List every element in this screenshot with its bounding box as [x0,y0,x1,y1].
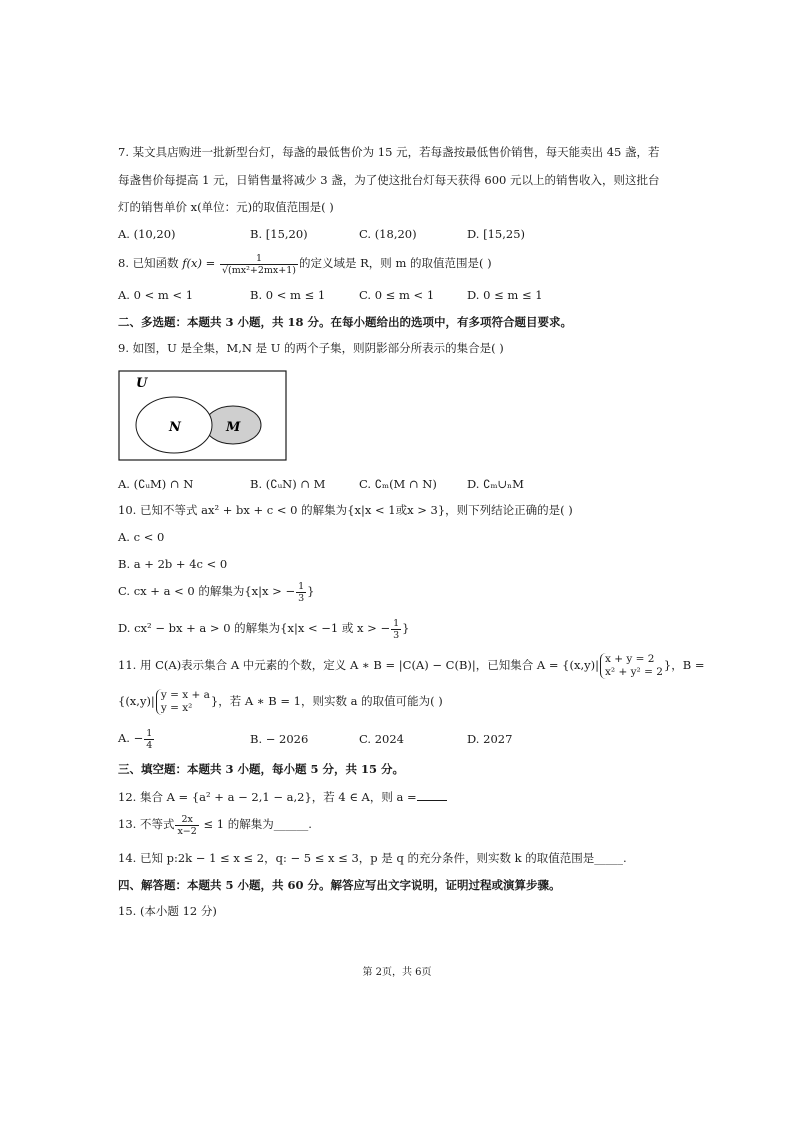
q11-system-a [600,653,663,679]
q8-option-d: D. 0 ≤ m ≤ 1 [467,288,543,302]
q11-a-pre: A. − [118,731,144,745]
q10-d-post: } [402,621,410,635]
q11-a-fraction [144,728,154,751]
q10-c-num: 1 [298,580,305,592]
page-footer: 第 2页，共 6页 [362,967,432,978]
q11-sys-b-eq1: y = x + a [160,689,210,701]
q11-line1-pre: 11. 用 C(A)表示集合 A 中元素的个数，定义 A ∗ B = |C(A) − C(B)|，已知集合 A = {(x,y)| [118,658,599,672]
q9-option-d: D. ∁ₘ∪ₙM [467,477,524,491]
q10-d-fraction [391,618,401,641]
section-4-heading: 四、解答题：本题共 5 小题，共 60 分。解答应写出文字说明，证明过程或演算步骤。 [118,878,561,892]
q11-option-c: C. 2024 [359,732,404,746]
venn-label-u: U [136,376,148,391]
q10-d-num: 1 [393,617,400,629]
q8-prefix: 8. 已知函数 [118,256,183,270]
q13-den: x−2 [177,825,197,837]
q11-sys-b-eq2: y = x² [160,702,193,714]
q10-c-fraction [296,581,306,604]
q8-fraction [220,253,298,276]
q11-line2-post: }，若 A ∗ B = 1，则实数 a 的取值可能为( ) [210,694,443,708]
q10-option-b: B. a + 2b + 4c < 0 [118,557,228,571]
q15-stem: 15. (本小题 12 分) [118,904,217,918]
q11-sys-a-eq1: x + y = 2 [604,653,655,665]
q8-option-b: B. 0 < m ≤ 1 [250,288,326,302]
q11-option-d: D. 2027 [467,732,513,746]
q7-option-c: C. (18,20) [359,227,417,241]
q10-d-den: 3 [393,629,400,641]
q7-option-d: D. [15,25) [467,227,526,241]
q9-option-c: C. ∁ₘ(M ∩ N) [359,477,437,491]
q8-suffix: 的定义域是 R，则 m 的取值范围是( ) [298,256,492,270]
section-2-heading: 二、多选题：本题共 3 小题，共 18 分。在每小题给出的选项中，有多项符合题目要求。 [118,315,573,329]
q10-option-c [118,580,314,604]
q11-a-den: 4 [146,739,153,751]
q11-line-1 [118,651,704,679]
q13-post: ≤ 1 的解集为______. [199,817,312,831]
q11-option-a [118,727,155,751]
venn-label-n: N [169,420,181,435]
section-3-heading: 三、填空题：本题共 3 小题，每小题 5 分，共 15 分。 [118,762,405,776]
q10-c-post: } [307,584,315,598]
q10-c-den: 3 [298,592,305,604]
q11-system-b [156,689,210,715]
q10-option-d [118,617,410,641]
q8-frac-num: 1 [220,253,298,265]
q7-line-1: 7. 某文具店购进一批新型台灯，每盏的最低售价为 15 元，若每盏按最低售价销售，每天能卖出 45 盏，若 [118,145,660,159]
q12-text: 12. 集合 A = {a² + a − 2,1 − a,2}，若 4 ∈ A，则 a = [118,790,417,804]
q10-stem: 10. 已知不等式 ax² + bx + c < 0 的解集为{x|x < 1或x > 3}，则下列结论正确的是( ) [118,503,573,517]
q11-line-2 [118,687,443,715]
q13-stem [118,812,312,837]
q8-option-a: A. 0 < m < 1 [118,288,194,302]
q13-num: 2x [175,814,198,826]
venn-label-m: M [226,420,241,435]
q8-option-c: C. 0 ≤ m < 1 [359,288,435,302]
q7-line-2: 每盏售价每提高 1 元，日销售量将减少 3 盏，为了使这批台灯每天获得 600 元以上的销售收入，则这批台 [118,173,660,187]
q7-option-b: B. [15,20) [250,227,308,241]
q7-option-a: A. (10,20) [118,227,176,241]
q12-stem [118,788,447,805]
q8-function: f(x) = [182,256,219,270]
q13-fraction [175,814,198,837]
q10-option-a: A. c < 0 [118,530,165,544]
q11-option-b: B. − 2026 [250,732,309,746]
q9-option-b: B. (∁ᵤN) ∩ M [250,477,326,491]
q11-line1-post: }，B = [663,658,705,672]
q8-frac-den: √(mx²+2mx+1) [221,264,296,276]
q9-option-a: A. (∁ᵤM) ∩ N [118,477,194,491]
q13-pre: 13. 不等式 [118,817,175,831]
venn-diagram [118,370,288,462]
q11-line2-pre: {(x,y)| [118,694,155,708]
q11-sys-a-eq2: x² + y² = 2 [604,666,663,678]
q8-stem [118,252,492,276]
q9-stem: 9. 如图，U 是全集，M,N 是 U 的两个子集，则阴影部分所表示的集合是( ) [118,341,504,355]
q10-d-pre: D. cx² − bx + a > 0 的解集为{x|x < −1 或 x > − [118,621,391,635]
q11-a-num: 1 [146,727,153,739]
q14-stem: 14. 已知 p:2k − 1 ≤ x ≤ 2，q: − 5 ≤ x ≤ 3，p 是 q 的充分条件，则实数 k 的取值范围是_____. [118,851,627,865]
q12-answer-blank [417,788,447,801]
q10-c-pre: C. cx + a < 0 的解集为{x|x > − [118,584,296,598]
q7-line-3: 灯的销售单价 x(单位：元)的取值范围是( ) [118,200,334,214]
